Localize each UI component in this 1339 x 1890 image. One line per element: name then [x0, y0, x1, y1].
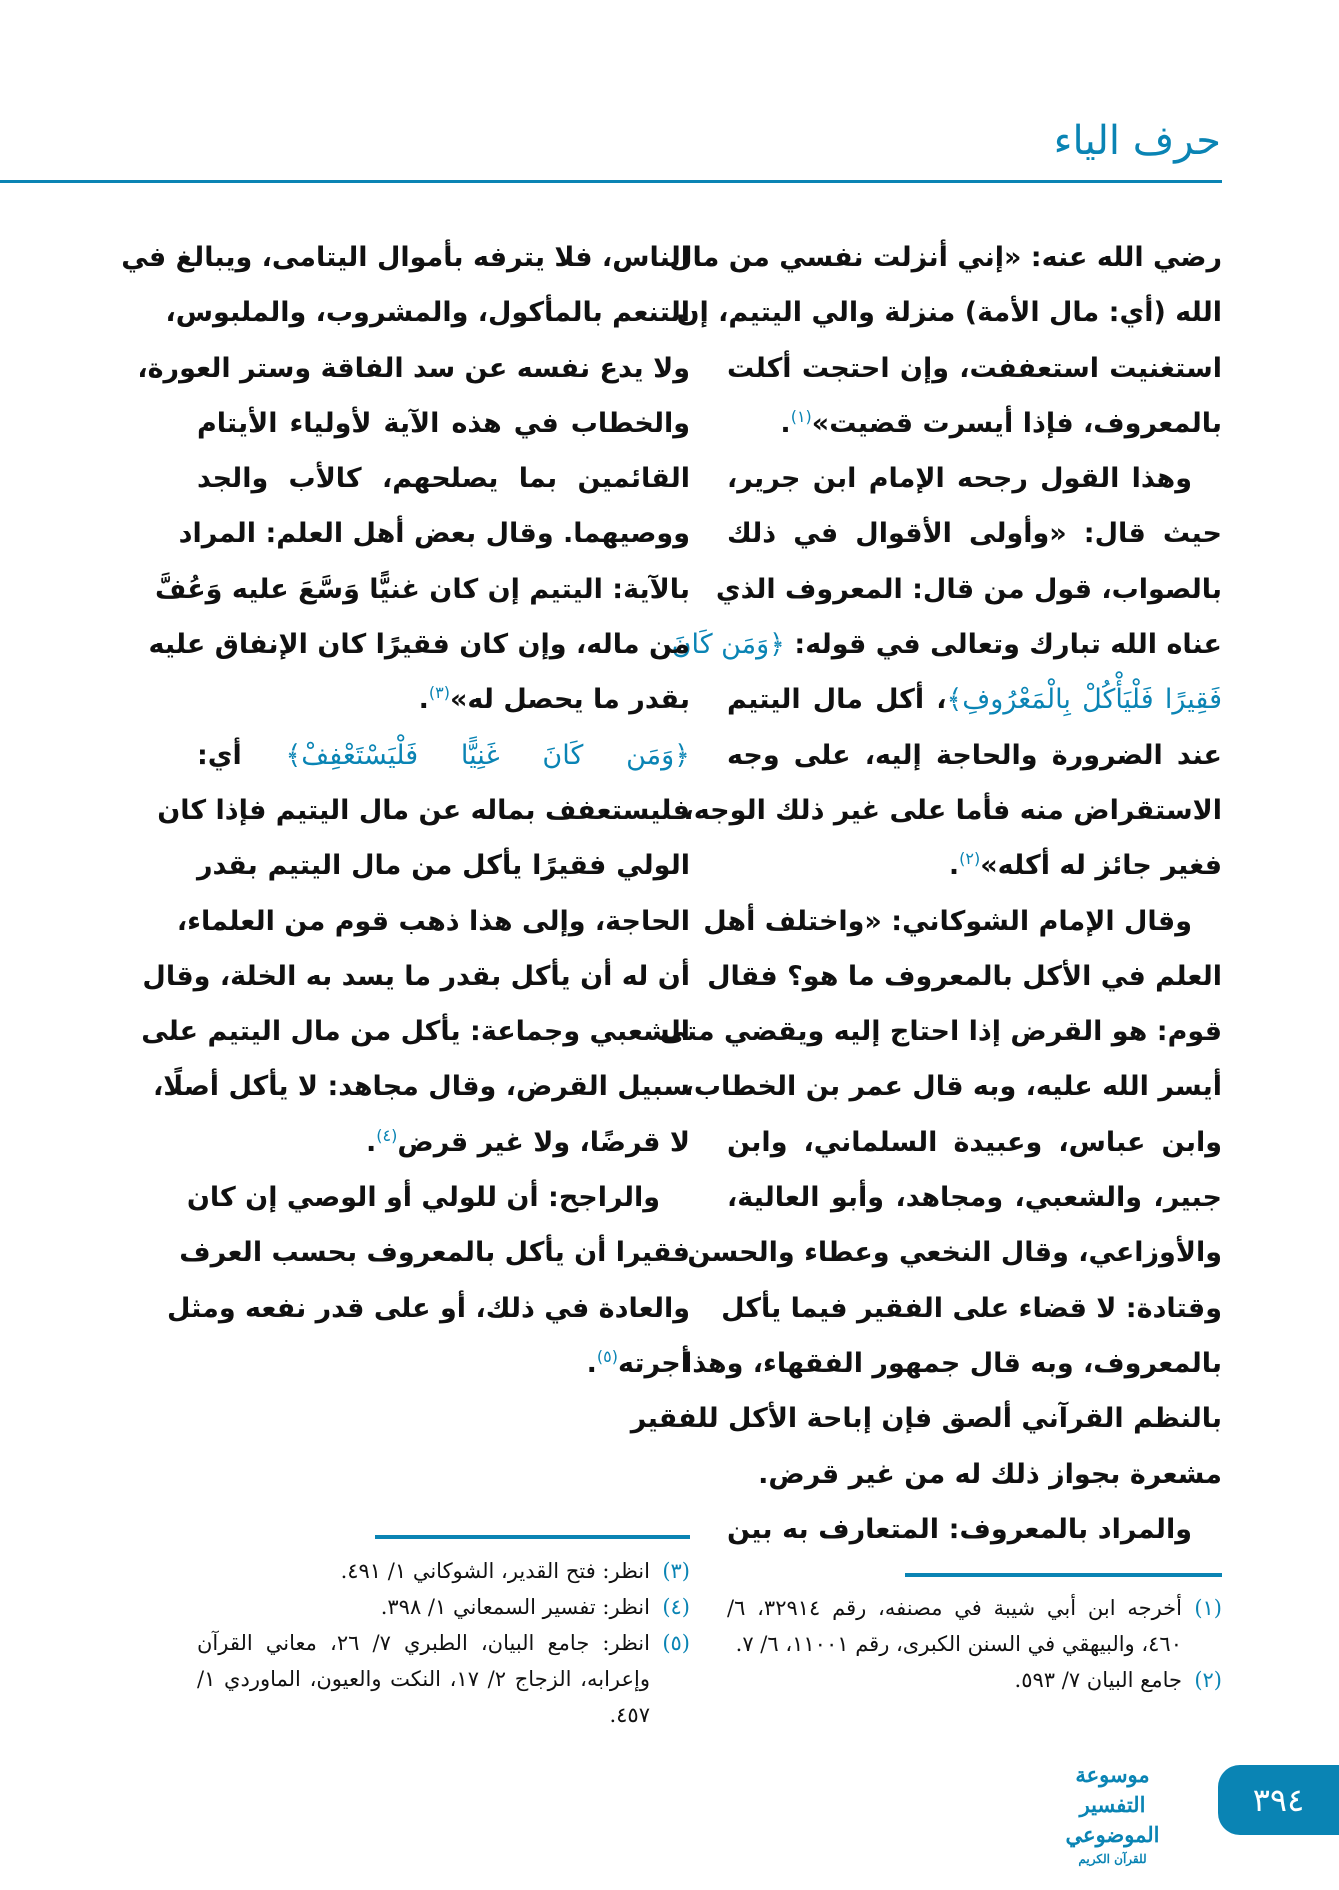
text-segment: أيسر الله عليه، وبه قال عمر بن الخطاب،	[683, 1071, 1222, 1103]
text-line	[197, 451, 690, 506]
text-segment: التنعم بالمأكول، والمشروب، والملبوس،	[165, 297, 690, 329]
footnote-number: (٥)	[662, 1631, 690, 1655]
text-line	[137, 341, 690, 396]
text-segment: العلم في الأكل بالمعروف ما هو؟ فقال	[707, 960, 1222, 992]
text-line	[676, 285, 1222, 340]
quran-verse: ﴿وَمَن كَانَ غَنِيًّا فَلْيَسْتَعْفِفْ﴾	[285, 739, 690, 771]
footnote-reference[interactable]: (٥)	[596, 1346, 618, 1366]
footnote	[197, 1625, 690, 1733]
text-line	[178, 506, 690, 561]
footnote-number: (١)	[1194, 1596, 1222, 1620]
text-segment: رضي الله عنه: «إني أنزلت نفسي من مال	[669, 242, 1222, 273]
text-line	[197, 396, 690, 451]
text-line	[659, 1004, 1222, 1059]
text-segment: بالمعروف، وبه قال جمهور الفقهاء، وهذا	[683, 1347, 1222, 1379]
text-segment: الاستقراض منه فأما على غير ذلك الوجه،	[683, 794, 1222, 826]
text-line	[727, 1502, 1222, 1557]
footnote-text: انظر: جامع البيان، الطبري ٧/ ٢٦، معاني القرآن وإعرابه، الزجاج ٢/ ١٧، النكت والعيون، الماوردي ١/ ٤٥٧.	[197, 1631, 650, 1727]
text-line	[727, 451, 1222, 506]
text-line	[630, 1391, 1222, 1446]
text-segment: فغير جائز له أكله»	[980, 850, 1222, 882]
text-line	[703, 894, 1222, 949]
text-line	[727, 1447, 1222, 1502]
footnote-reference[interactable]: (٢)	[959, 849, 981, 869]
text-segment: بالنظم القرآني ألصق فإن إباحة الأكل للفقير	[630, 1403, 1222, 1435]
footnote	[197, 1589, 690, 1625]
footnote-separator-right	[905, 1573, 1222, 1577]
text-line	[197, 672, 690, 727]
text-segment: الله (أي: مال الأمة) منزلة والي اليتيم، إن	[676, 297, 1222, 329]
text-line	[157, 783, 690, 838]
text-line	[727, 1170, 1222, 1225]
text-segment: وهذا القول رجحه الإمام ابن جرير،	[727, 463, 1192, 495]
text-line	[197, 728, 690, 783]
text-line	[197, 1115, 690, 1170]
text-line	[727, 341, 1222, 396]
text-line	[721, 1281, 1222, 1336]
text-segment: الناس، فلا يترفه بأموال اليتامى، ويبالغ في	[121, 242, 690, 273]
footnote-reference[interactable]: (٤)	[376, 1125, 398, 1145]
text-segment: .	[780, 407, 791, 439]
text-segment: أن له أن يأكل بقدر ما يسد به الخلة، وقال	[142, 960, 690, 992]
footnote-reference[interactable]: (٣)	[428, 683, 450, 703]
text-segment: ، أكل مال اليتيم	[727, 684, 947, 716]
text-line	[669, 230, 1222, 285]
page-number: ٣٩٤	[1218, 1765, 1339, 1835]
text-segment: وقتادة: لا قضاء على الفقير فيما يأكل	[721, 1292, 1222, 1324]
footnote-number: (٤)	[662, 1595, 690, 1619]
text-segment: ولا يدع نفسه عن سد الفاقة وستر العورة،	[137, 352, 690, 384]
text-segment: فليستعفف بماله عن مال اليتيم فإذا كان	[157, 794, 690, 826]
footnote	[727, 1662, 1222, 1698]
text-segment: .	[948, 850, 960, 882]
text-line	[727, 506, 1222, 561]
footnote	[727, 1590, 1222, 1662]
footnote-reference[interactable]: (١)	[790, 406, 812, 426]
quran-verse: ﴿وَمَن كَانَ	[671, 629, 786, 661]
text-line	[141, 1004, 690, 1059]
quran-verse: فَقِيرًا فَلْيَأْكُلْ بِالْمَعْرُوفِ﴾	[946, 684, 1222, 716]
text-line	[683, 783, 1222, 838]
text-segment: الحاجة، وإلى هذا ذهب قوم من العلماء،	[176, 905, 690, 937]
encyclopedia-logo	[1040, 1760, 1185, 1868]
chapter-title: حرف الياء	[1053, 118, 1221, 164]
text-segment: .	[418, 684, 429, 716]
text-line	[683, 1336, 1222, 1391]
footnote-separator-left	[375, 1535, 690, 1539]
text-line	[727, 1115, 1222, 1170]
text-segment: عند الضرورة والحاجة إليه، على وجه	[727, 739, 1222, 771]
text-segment: استغنيت استعففت، وإن احتجت أكلت	[727, 352, 1222, 384]
footnote-text: انظر: تفسير السمعاني ١/ ٣٩٨.	[380, 1595, 650, 1619]
text-segment: بقدر ما يحصل له»	[449, 684, 690, 716]
left-text-column	[121, 230, 690, 1391]
text-line	[148, 617, 690, 672]
footnote	[197, 1553, 690, 1589]
text-line	[727, 396, 1222, 451]
text-segment: القائمين بما يصلحهم، كالأب والجد	[197, 463, 690, 495]
text-segment: أي:	[197, 739, 286, 771]
text-line	[727, 728, 1222, 783]
text-line	[683, 1059, 1222, 1114]
text-line	[687, 1225, 1222, 1280]
text-line	[715, 562, 1222, 617]
footnotes-right	[727, 1590, 1222, 1698]
text-segment: والأوزاعي، وقال النخعي وعطاء والحسن	[687, 1237, 1222, 1269]
text-line	[671, 617, 1222, 672]
footnotes-left	[197, 1553, 690, 1733]
text-segment: والمراد بالمعروف: المتعارف به بين	[727, 1513, 1192, 1545]
text-segment: حيث قال: «وأولى الأقوال في ذلك	[727, 518, 1222, 550]
text-segment: جبير، والشعبي، ومجاهد، وأبو العالية،	[727, 1182, 1222, 1214]
text-line	[165, 285, 690, 340]
text-line	[186, 1170, 690, 1225]
text-segment: قوم: هو القرض إذا احتاج إليه ويقضي متى	[659, 1016, 1222, 1048]
header-divider	[0, 180, 1222, 183]
text-segment: من ماله، وإن كان فقيرًا كان الإنفاق عليه	[148, 629, 690, 661]
text-segment: وابن عباس، وعبيدة السلماني، وابن	[727, 1126, 1222, 1158]
text-segment: والراجح: أن للولي أو الوصي إن كان	[186, 1182, 660, 1214]
text-line	[155, 562, 690, 617]
text-segment: لا قرضًا، ولا غير قرض	[397, 1126, 690, 1158]
text-segment: أجرته	[617, 1347, 690, 1379]
logo-subtitle: للقرآن الكريم	[1078, 1852, 1147, 1866]
text-segment: عناه الله تبارك وتعالى في قوله:	[785, 629, 1222, 661]
text-segment: والخطاب في هذه الآية لأولياء الأيتام	[197, 407, 690, 439]
text-line	[152, 1059, 690, 1114]
text-segment: سبيل القرض، وقال مجاهد: لا يأكل أصلًا،	[152, 1071, 690, 1103]
text-segment: وقال الإمام الشوكاني: «واختلف أهل	[703, 905, 1192, 937]
text-segment: بالمعروف، فإذا أيسرت قضيت»	[811, 407, 1222, 439]
text-segment: الشعبي وجماعة: يأكل من مال اليتيم على	[141, 1016, 690, 1048]
text-line	[176, 894, 690, 949]
text-segment: بالآية: اليتيم إن كان غنيًّا وَسَّعَ عليه وَعُفَّ	[155, 573, 690, 605]
text-line	[179, 1225, 690, 1280]
text-segment: ووصيهما. وقال بعض أهل العلم: المراد	[178, 518, 690, 550]
text-line	[167, 1281, 690, 1336]
footnote-number: (٢)	[1194, 1668, 1222, 1692]
text-segment: والعادة في ذلك، أو على قدر نفعه ومثل	[167, 1292, 690, 1324]
text-line	[121, 230, 690, 285]
footnote-number: (٣)	[662, 1559, 690, 1583]
text-line	[727, 672, 1222, 727]
text-line	[197, 838, 690, 893]
logo-title: موسوعة التفسير الموضوعي	[1065, 1762, 1160, 1847]
text-line	[707, 949, 1222, 1004]
text-line	[142, 949, 690, 1004]
text-segment: بالصواب، قول من قال: المعروف الذي	[715, 573, 1222, 605]
text-segment: .	[586, 1347, 597, 1379]
text-segment: مشعرة بجواز ذلك له من غير قرض.	[758, 1458, 1222, 1490]
text-line	[727, 838, 1222, 893]
footnote-text: أخرجه ابن أبي شيبة في مصنفه، رقم ٣٢٩١٤، ٦/ ٤٦٠، والبيهقي في السنن الكبرى، رقم ١١٠٠١، ٦/ ٧.	[727, 1596, 1182, 1656]
footnote-text: جامع البيان ٧/ ٥٩٣.	[1014, 1668, 1182, 1692]
text-line	[197, 1336, 690, 1391]
text-segment: فقيرا أن يأكل بالمعروف بحسب العرف	[179, 1237, 690, 1269]
text-segment: .	[366, 1126, 377, 1158]
text-segment: الولي فقيرًا يأكل من مال اليتيم بقدر	[197, 850, 690, 882]
footnote-text: انظر: فتح القدير، الشوكاني ١/ ٤٩١.	[340, 1559, 650, 1583]
